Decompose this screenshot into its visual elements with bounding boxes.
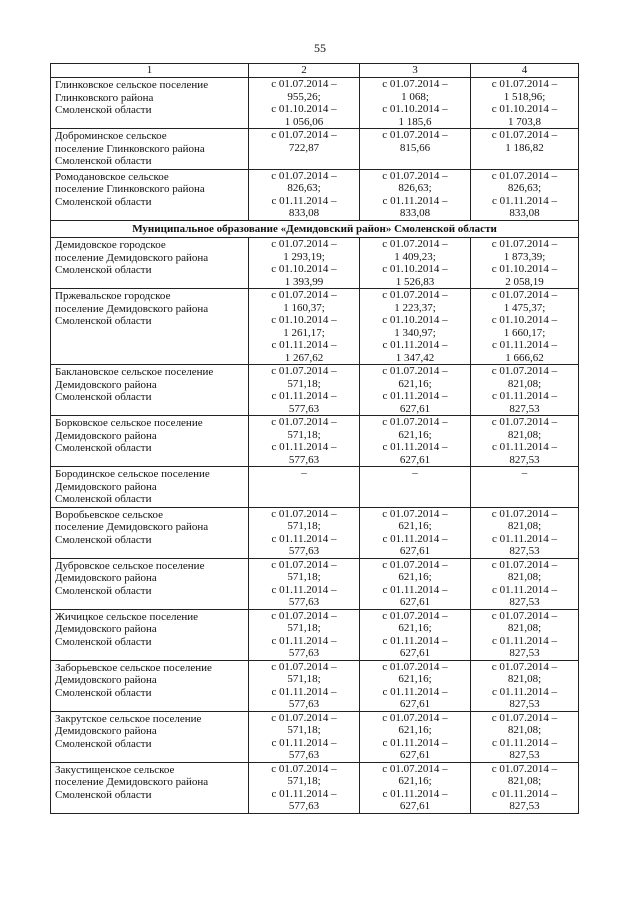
name-line: Демидовского района <box>55 378 157 391</box>
value-line: с 01.07.2014 – <box>382 507 448 520</box>
value-line: 1 526,83 <box>395 275 435 288</box>
name-line: Смоленской области <box>55 155 152 167</box>
col2-cell <box>249 78 360 129</box>
table-row <box>51 660 579 711</box>
name-line: Смоленской области <box>55 533 152 546</box>
settlement-name-cell <box>51 289 249 365</box>
settlement-name-cell <box>51 129 249 170</box>
name-line: Демидовского района <box>55 572 157 584</box>
settlement-name-cell <box>51 238 249 289</box>
col4-cell <box>471 416 579 467</box>
value-line: с 01.07.2014 – <box>382 660 448 673</box>
value-line: с 01.11.2014 – <box>271 736 337 749</box>
name-line: Бородинское сельское поселение <box>55 468 210 480</box>
value-line: 827,53 <box>509 453 540 466</box>
value-line: с 01.07.2014 – <box>271 660 337 673</box>
settlement-name-cell <box>51 467 249 508</box>
value-line: 571,18; <box>287 377 321 390</box>
value-line: с 01.11.2014 – <box>492 634 557 647</box>
value-line: 571,18; <box>287 775 321 787</box>
settlement-name-cell <box>51 558 249 609</box>
value-line: с 01.07.2014 – <box>271 129 337 141</box>
value-line: с 01.10.2014 – <box>382 103 448 115</box>
value-line: с 01.10.2014 – <box>382 314 448 326</box>
value-line: с 01.07.2014 – <box>271 711 337 724</box>
value-line: 821,08; <box>507 622 542 634</box>
value-line: 1 068; <box>401 90 429 103</box>
column-header-2: 2 <box>249 64 360 78</box>
value-line: 821,08; <box>507 673 542 685</box>
value-line: 577,63 <box>288 402 320 415</box>
table-header-row <box>51 64 579 78</box>
settlement-name-cell <box>51 169 249 220</box>
table-row <box>51 507 579 558</box>
col3-cell <box>360 289 471 365</box>
table-row <box>51 289 579 365</box>
col4-cell <box>471 660 579 711</box>
value-line: 833,08 <box>509 207 540 219</box>
value-line: 955,26; <box>287 90 321 103</box>
col3-cell <box>360 238 471 289</box>
col3-cell <box>360 169 471 220</box>
value-line: 827,53 <box>509 545 540 557</box>
value-line: – <box>521 467 528 479</box>
column-header-1: 1 <box>51 64 249 78</box>
value-line: с 01.07.2014 – <box>491 129 558 141</box>
value-line: – <box>412 467 418 479</box>
value-line: 1 261,17; <box>283 326 325 339</box>
value-line: 627,61 <box>399 453 431 466</box>
value-line: – <box>301 467 307 479</box>
value-line: с 01.07.2014 – <box>491 78 558 90</box>
value-line: с 01.11.2014 – <box>492 583 557 596</box>
name-line: Смоленской области <box>55 584 152 597</box>
settlement-name-cell <box>51 660 249 711</box>
value-line: с 01.07.2014 – <box>271 289 337 301</box>
col2-cell <box>249 365 360 416</box>
table-row <box>51 467 579 508</box>
name-line: Доброминское сельское <box>55 130 167 142</box>
value-line: с 01.11.2014 – <box>492 532 557 545</box>
value-line: с 01.07.2014 – <box>491 416 558 428</box>
col4-cell <box>471 558 579 609</box>
value-line: 627,61 <box>399 647 431 659</box>
value-line: с 01.07.2014 – <box>491 289 558 301</box>
value-line: с 01.07.2014 – <box>271 78 337 90</box>
value-line: с 01.07.2014 – <box>382 238 448 250</box>
value-line: 821,08; <box>507 428 542 441</box>
value-line: 1 160,37; <box>283 301 325 314</box>
col3-cell <box>360 507 471 558</box>
name-line: Смоленской области <box>55 737 152 750</box>
col3-cell <box>360 467 471 508</box>
tariff-table <box>50 63 579 814</box>
value-line: 2 058,19 <box>505 275 544 288</box>
value-line: 621,16; <box>398 377 432 390</box>
value-line: 571,18; <box>287 520 321 532</box>
value-line: 1 873,39; <box>503 250 546 263</box>
value-line: 577,63 <box>288 698 320 710</box>
value-line: 627,61 <box>399 545 431 557</box>
col3-cell <box>360 416 471 467</box>
settlement-name-cell <box>51 711 249 762</box>
value-line: 577,63 <box>288 647 320 659</box>
value-line: 621,16; <box>398 520 432 532</box>
value-line: с 01.07.2014 – <box>491 238 558 250</box>
col4-cell <box>471 609 579 660</box>
value-line: 722,87 <box>288 141 320 154</box>
col2-cell <box>249 660 360 711</box>
col2-cell <box>249 238 360 289</box>
value-line: 1 267,62 <box>284 351 324 364</box>
table-row <box>51 129 579 170</box>
table-row <box>51 169 579 220</box>
name-line: Закрутское сельское поселение <box>55 712 202 725</box>
value-line: 1 475,37; <box>503 301 546 314</box>
col3-cell <box>360 762 471 813</box>
value-line: 621,16; <box>398 724 432 736</box>
table-row <box>51 558 579 609</box>
name-line: поселение Глинковского района <box>55 142 205 155</box>
col3-cell <box>360 660 471 711</box>
settlement-name-cell <box>51 365 249 416</box>
value-line: с 01.10.2014 – <box>271 103 337 115</box>
value-line: 821,08; <box>507 377 542 390</box>
col2-cell <box>249 467 360 508</box>
value-line: с 01.11.2014 – <box>492 441 557 453</box>
value-line: с 01.07.2014 – <box>382 609 448 622</box>
value-line: 621,16; <box>398 775 432 787</box>
col3-cell <box>360 711 471 762</box>
value-line: 1 186,82 <box>505 141 544 154</box>
name-line: поселение Демидовского района <box>55 776 209 788</box>
value-line: с 01.11.2014 – <box>382 441 448 453</box>
value-line: с 01.07.2014 – <box>491 660 558 673</box>
name-line: Смоленской области <box>55 442 152 454</box>
name-line: Демидовское городское <box>55 239 166 251</box>
value-line: с 01.11.2014 – <box>382 685 448 698</box>
name-line: Демидовского района <box>55 429 157 442</box>
value-line: 821,08; <box>507 775 542 787</box>
col3-cell <box>360 129 471 170</box>
name-line: поселение Демидовского района <box>55 521 209 533</box>
value-line: с 01.07.2014 – <box>382 129 448 141</box>
name-line: Смоленской области <box>55 104 152 116</box>
name-line: Глинковского района <box>55 91 154 104</box>
table-row <box>51 762 579 813</box>
value-line: 571,18; <box>287 724 321 736</box>
value-line: с 01.07.2014 – <box>382 289 448 301</box>
value-line: 826,63; <box>507 182 542 194</box>
name-line: Смоленской области <box>55 493 152 505</box>
column-header-4: 4 <box>471 64 579 78</box>
value-line: 621,16; <box>398 622 432 634</box>
value-line: с 01.11.2014 – <box>271 787 337 800</box>
page-number: 55 <box>314 41 326 55</box>
value-line: с 01.07.2014 – <box>382 169 448 182</box>
section-heading-row <box>51 220 579 238</box>
value-line: с 01.07.2014 – <box>382 558 448 571</box>
name-line: Смоленской области <box>55 264 152 276</box>
value-line: с 01.11.2014 – <box>382 194 448 207</box>
name-line: поселение Демидовского района <box>55 251 209 264</box>
value-line: 1 185,6 <box>398 115 432 128</box>
column-header-3: 3 <box>360 64 471 78</box>
settlement-name-cell <box>51 609 249 660</box>
name-line: Смоленской области <box>55 195 152 208</box>
value-line: 627,61 <box>399 698 431 710</box>
value-line: 577,63 <box>288 545 320 557</box>
value-line: с 01.07.2014 – <box>271 365 337 377</box>
name-line: Глинковское сельское поселение <box>55 79 209 91</box>
value-line: 1 666,62 <box>505 351 544 364</box>
value-line: с 01.11.2014 – <box>271 634 337 647</box>
value-line: с 01.07.2014 – <box>271 507 337 520</box>
value-line: с 01.11.2014 – <box>492 736 557 749</box>
value-line: 1 393,99 <box>284 275 324 288</box>
value-line: с 01.10.2014 – <box>491 103 558 115</box>
name-line: Закустищенское сельское <box>55 763 175 776</box>
settlement-name-cell <box>51 78 249 129</box>
name-line: Смоленской области <box>55 686 152 699</box>
col2-cell <box>249 507 360 558</box>
name-line: Демидовского района <box>55 480 157 493</box>
value-line: с 01.07.2014 – <box>271 169 337 182</box>
value-line: с 01.07.2014 – <box>271 609 337 622</box>
settlement-name-cell <box>51 416 249 467</box>
value-line: с 01.11.2014 – <box>382 787 448 800</box>
value-line: 577,63 <box>288 800 320 812</box>
value-line: 627,61 <box>399 596 431 608</box>
value-line: 621,16; <box>398 571 432 583</box>
name-line: Ромодановское сельское <box>55 170 169 183</box>
col3-cell <box>360 365 471 416</box>
value-line: 833,08 <box>288 207 320 219</box>
col2-cell <box>249 609 360 660</box>
col4-cell <box>471 467 579 508</box>
table-row <box>51 609 579 660</box>
col3-cell <box>360 609 471 660</box>
col3-cell <box>360 78 471 129</box>
value-line: 827,53 <box>509 698 540 710</box>
col4-cell <box>471 711 579 762</box>
col4-cell <box>471 129 579 170</box>
value-line: с 01.07.2014 – <box>491 365 558 377</box>
value-line: 577,63 <box>288 453 320 466</box>
col2-cell <box>249 711 360 762</box>
settlement-name-cell <box>51 507 249 558</box>
value-line: 827,53 <box>509 800 540 812</box>
value-line: с 01.11.2014 – <box>492 787 557 800</box>
settlement-name-cell <box>51 762 249 813</box>
value-line: 1 409,23; <box>394 250 436 263</box>
value-line: 621,16; <box>398 428 432 441</box>
table-body <box>51 78 579 814</box>
col4-cell <box>471 365 579 416</box>
table-row <box>51 416 579 467</box>
value-line: с 01.10.2014 – <box>491 314 558 326</box>
value-line: с 01.07.2014 – <box>271 416 337 428</box>
name-line: Смоленской области <box>55 635 152 648</box>
col3-cell <box>360 558 471 609</box>
col4-cell <box>471 289 579 365</box>
value-line: с 01.11.2014 – <box>382 339 448 351</box>
value-line: с 01.07.2014 – <box>491 711 558 724</box>
section-heading: Муниципальное образование «Демидовский район» Смоленской области <box>51 220 579 238</box>
name-line: Баклановское сельское поселение <box>55 366 214 378</box>
value-line: 827,53 <box>509 402 540 415</box>
value-line: с 01.11.2014 – <box>492 194 557 207</box>
value-line: с 01.11.2014 – <box>382 390 448 402</box>
value-line: 827,53 <box>509 596 540 608</box>
value-line: 1 518,96; <box>503 90 546 103</box>
col2-cell <box>249 169 360 220</box>
value-line: с 01.11.2014 – <box>271 583 337 596</box>
value-line: 571,18; <box>287 622 321 634</box>
value-line: с 01.07.2014 – <box>382 78 448 90</box>
value-line: 826,63; <box>287 182 321 194</box>
value-line: 571,18; <box>287 673 321 685</box>
value-line: с 01.07.2014 – <box>491 609 558 622</box>
name-line: поселение Демидовского района <box>55 302 209 315</box>
value-line: 827,53 <box>509 647 540 659</box>
value-line: с 01.11.2014 – <box>271 441 337 453</box>
value-line: 1 347,42 <box>395 351 435 364</box>
name-line: Борковское сельское поселение <box>55 417 203 429</box>
value-line: с 01.11.2014 – <box>492 390 557 402</box>
value-line: 821,08; <box>507 724 542 736</box>
value-line: 821,08; <box>507 571 542 583</box>
col4-cell <box>471 762 579 813</box>
col4-cell <box>471 78 579 129</box>
name-line: Демидовского района <box>55 674 157 686</box>
value-line: с 01.07.2014 – <box>382 416 448 428</box>
value-line: с 01.11.2014 – <box>492 685 557 698</box>
value-line: с 01.07.2014 – <box>382 762 448 775</box>
value-line: 826,63; <box>398 182 432 194</box>
value-line: 627,61 <box>399 800 431 812</box>
name-line: Дубровское сельское поселение <box>55 559 205 572</box>
col4-cell <box>471 238 579 289</box>
value-line: 827,53 <box>509 749 540 761</box>
col2-cell <box>249 129 360 170</box>
value-line: с 01.07.2014 – <box>491 558 558 571</box>
value-line: 577,63 <box>288 749 320 761</box>
col4-cell <box>471 507 579 558</box>
value-line: 1 293,19; <box>283 250 325 263</box>
name-line: Смоленской области <box>55 391 152 403</box>
value-line: с 01.10.2014 – <box>271 314 337 326</box>
value-line: с 01.11.2014 – <box>492 339 557 351</box>
value-line: с 01.11.2014 – <box>382 583 448 596</box>
name-line: Воробьевское сельское <box>55 508 163 521</box>
name-line: Демидовского района <box>55 725 157 737</box>
col4-cell <box>471 169 579 220</box>
col2-cell <box>249 762 360 813</box>
value-line: с 01.07.2014 – <box>382 711 448 724</box>
value-line: с 01.07.2014 – <box>271 762 337 775</box>
value-line: 571,18; <box>287 571 321 583</box>
value-line: с 01.07.2014 – <box>491 762 558 775</box>
table-row <box>51 711 579 762</box>
name-line: поселение Глинковского района <box>55 183 205 195</box>
value-line: 621,16; <box>398 673 432 685</box>
value-line: с 01.07.2014 – <box>271 238 337 250</box>
value-line: 1 223,37; <box>394 301 436 314</box>
table-row <box>51 78 579 129</box>
value-line: 577,63 <box>288 596 320 608</box>
value-line: с 01.07.2014 – <box>382 365 448 377</box>
col2-cell <box>249 289 360 365</box>
name-line: Демидовского района <box>55 623 157 635</box>
value-line: 1 660,17; <box>503 326 546 339</box>
col2-cell <box>249 416 360 467</box>
value-line: 571,18; <box>287 428 321 441</box>
table-row <box>51 365 579 416</box>
value-line: 1 340,97; <box>394 326 436 339</box>
col2-cell <box>249 558 360 609</box>
value-line: с 01.11.2014 – <box>271 532 337 545</box>
value-line: с 01.11.2014 – <box>271 685 337 698</box>
value-line: с 01.10.2014 – <box>382 263 448 275</box>
value-line: 833,08 <box>399 207 431 219</box>
value-line: с 01.11.2014 – <box>382 736 448 749</box>
value-line: 815,66 <box>399 141 431 154</box>
value-line: 627,61 <box>399 402 431 415</box>
value-line: с 01.11.2014 – <box>271 390 337 402</box>
value-line: 1 703,8 <box>508 115 541 128</box>
value-line: с 01.07.2014 – <box>491 169 558 182</box>
value-line: с 01.11.2014 – <box>271 339 337 351</box>
value-line: 1 056,06 <box>284 115 324 128</box>
name-line: Смоленской области <box>55 315 152 327</box>
value-line: с 01.11.2014 – <box>382 634 448 647</box>
name-line: Пржевальское городское <box>55 290 171 302</box>
value-line: с 01.10.2014 – <box>271 263 337 275</box>
value-line: с 01.10.2014 – <box>491 263 558 275</box>
value-line: 821,08; <box>507 520 542 532</box>
table-row <box>51 238 579 289</box>
value-line: с 01.11.2014 – <box>271 194 337 207</box>
name-line: Смоленской области <box>55 788 152 801</box>
value-line: 627,61 <box>399 749 431 761</box>
name-line: Заборьевское сельское поселение <box>55 661 212 674</box>
value-line: с 01.11.2014 – <box>382 532 448 545</box>
value-line: с 01.07.2014 – <box>491 507 558 520</box>
value-line: с 01.07.2014 – <box>271 558 337 571</box>
name-line: Жичицкое сельское поселение <box>55 610 199 623</box>
